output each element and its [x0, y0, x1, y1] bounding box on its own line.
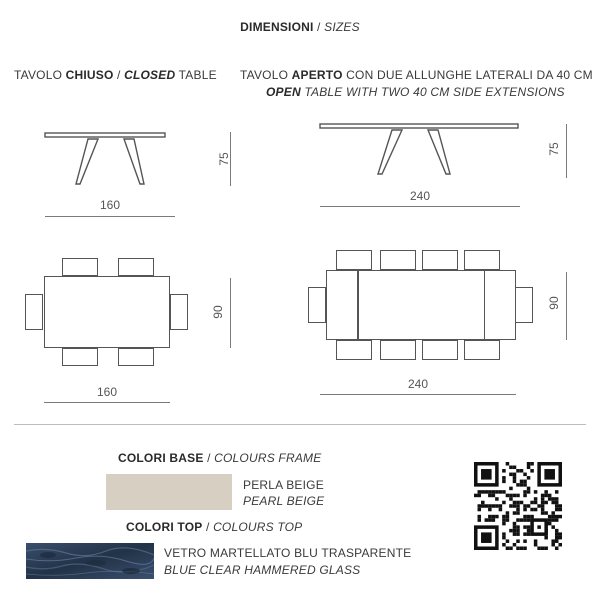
- closed-top-width-dim-line: [44, 402, 170, 403]
- blue-hammered-glass-swatch: [26, 543, 154, 579]
- closed-table-side-view: [40, 126, 170, 190]
- closed-height-dim: 75: [217, 152, 231, 166]
- top-color-name-it: VETRO MARTELLATO BLU TRASPARENTE: [164, 546, 412, 560]
- chair: [118, 258, 154, 276]
- closed-table-top-view: [44, 276, 170, 348]
- closed-table-label: TAVOLO CHIUSO / CLOSED TABLE: [14, 68, 217, 82]
- chair: [464, 340, 500, 360]
- top-color-name-en: BLUE CLEAR HAMMERED GLASS: [164, 563, 361, 577]
- closed-width-dim-line: [45, 216, 175, 217]
- open-height-dim: 75: [547, 142, 561, 156]
- chair: [62, 258, 98, 276]
- page-title: DIMENSIONI / SIZES: [240, 20, 360, 34]
- chair: [336, 340, 372, 360]
- closed-depth-dim-line: [230, 278, 231, 348]
- closed-depth-dim: 90: [211, 305, 225, 319]
- open-table-label-en: OPEN TABLE WITH TWO 40 CM SIDE EXTENSIONS: [266, 85, 565, 99]
- pearl-beige-swatch: [106, 474, 232, 510]
- extension-seam: [357, 271, 359, 339]
- chair: [25, 294, 43, 330]
- open-top-width-dim: 240: [407, 377, 429, 391]
- chair: [62, 348, 98, 366]
- chair: [380, 250, 416, 270]
- open-depth-dim: 90: [547, 296, 561, 310]
- open-width-dim: 240: [409, 189, 431, 203]
- chair: [464, 250, 500, 270]
- colors-top-title: COLORI TOP / COLOURS TOP: [126, 520, 303, 534]
- extension-seam: [484, 271, 486, 339]
- closed-top-width-dim: 160: [96, 385, 118, 399]
- open-table-label: TAVOLO APERTO CON DUE ALLUNGHE LATERALI DA 40 CM: [240, 68, 593, 82]
- open-top-width-dim-line: [320, 394, 516, 395]
- colors-base-title: COLORI BASE / COLOURS FRAME: [118, 451, 322, 465]
- section-divider: [14, 424, 586, 425]
- chair: [308, 287, 326, 323]
- chair: [422, 340, 458, 360]
- chair: [380, 340, 416, 360]
- base-color-name-it: PERLA BEIGE: [243, 478, 324, 492]
- open-table-side-view: [316, 118, 522, 182]
- hammered-glass-texture: [26, 543, 154, 579]
- closed-width-dim: 160: [99, 198, 121, 212]
- chair: [336, 250, 372, 270]
- base-color-name-en: PEARL BEIGE: [243, 494, 325, 508]
- open-width-dim-line: [320, 206, 520, 207]
- chair: [422, 250, 458, 270]
- chair: [118, 348, 154, 366]
- chair: [170, 294, 188, 330]
- open-table-top-view: [326, 270, 516, 340]
- open-height-dim-line: [566, 124, 567, 178]
- open-depth-dim-line: [566, 272, 567, 340]
- chair: [515, 287, 533, 323]
- qr-code-icon[interactable]: [474, 462, 562, 550]
